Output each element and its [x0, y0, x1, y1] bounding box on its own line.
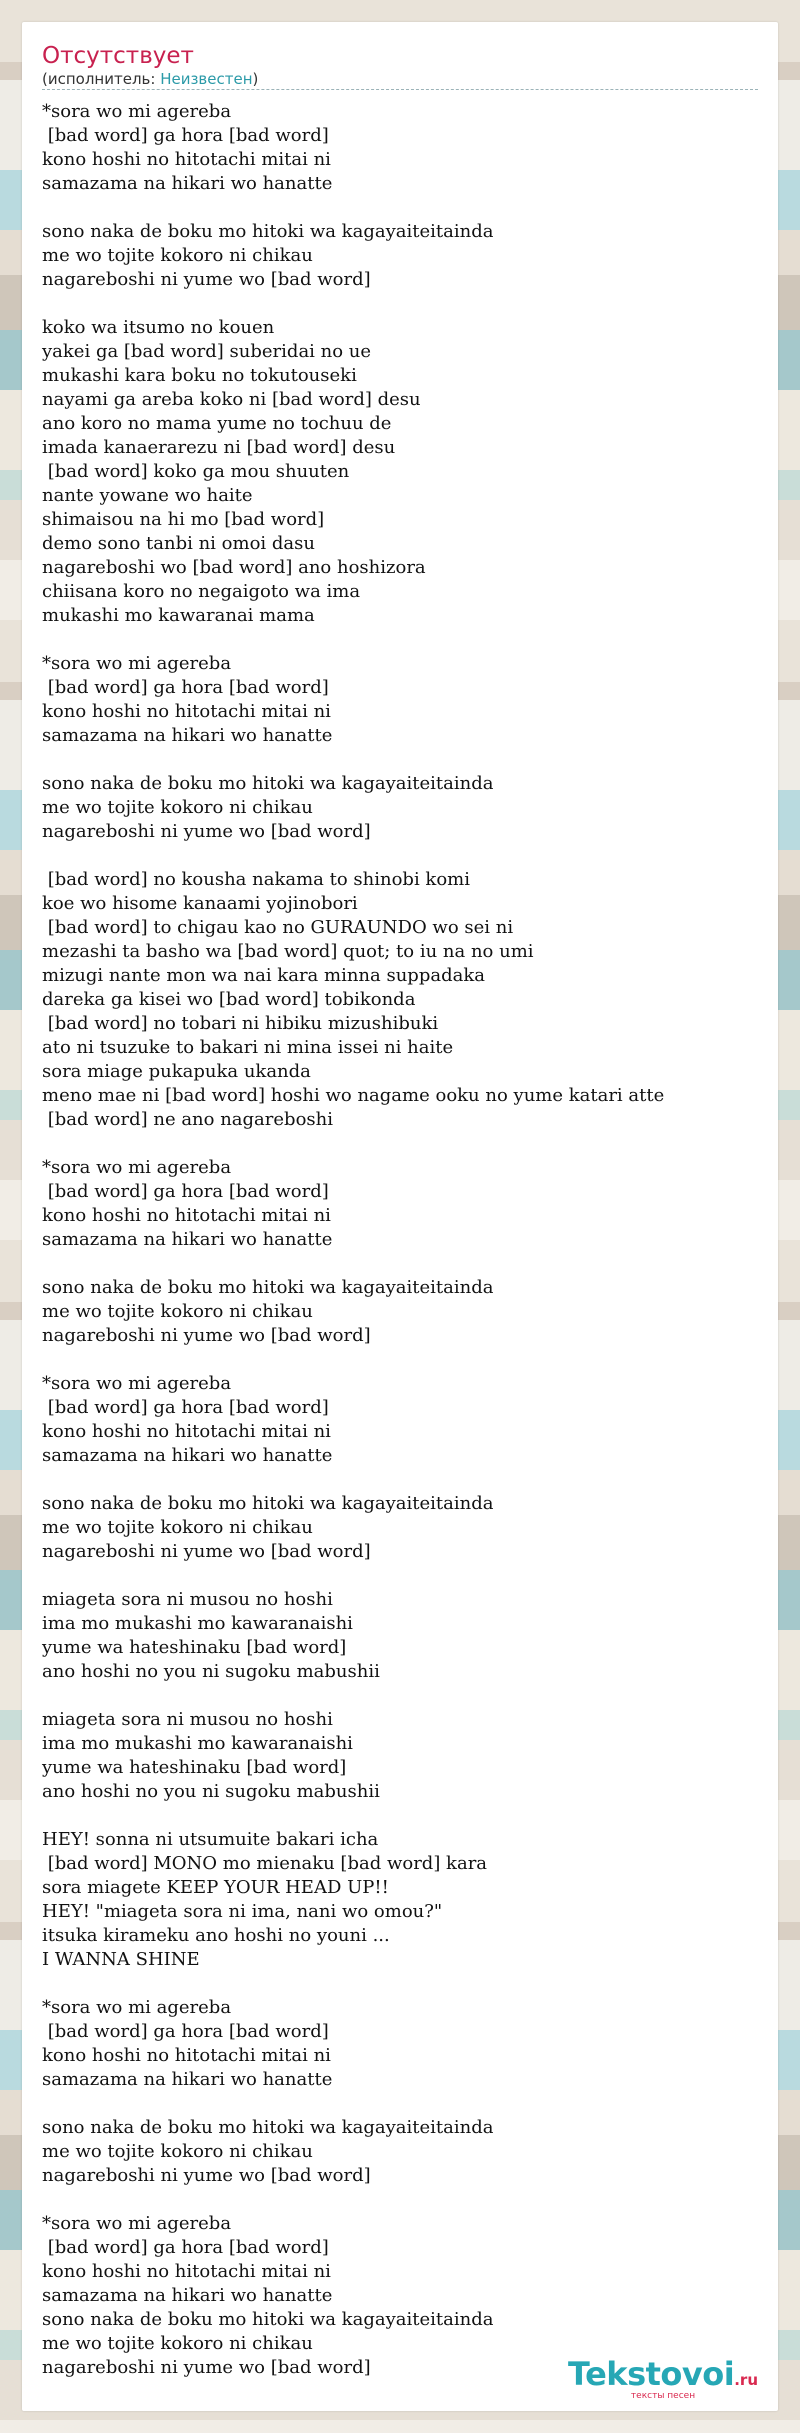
- divider: [42, 89, 758, 90]
- logo-tld: .ru: [734, 2371, 758, 2389]
- lyrics-card: [22, 22, 778, 2411]
- lyrics-text: *sora wo mi agereba [bad word] ga hora [bad word] kono hoshi no hitotachi mitai ni samazama na hikari wo hanatte sono naka de boku mo hitoki wa kagayaiteitainda me wo tojite kokoro ni chikau nagareboshi ni yume wo [bad word] koko wa itsumo no kouen yakei ga [bad word] suberidai no ue mukashi kara boku no tokutouseki nayami ga areba koko ni [bad word] desu ano koro no mama yume no tochuu de imada kanaerarezu ni [bad word] desu [bad word] koko ga mou shuuten nante yowane wo haite shimaisou na hi mo [bad word] demo sono tanbi ni omoi dasu nagareboshi wo [bad word] ano hoshizora chiisana koro no negaigoto wa ima mukashi mo kawaranai mama *sora wo mi agereba [bad word] ga hora [bad word] kono hoshi no hitotachi mitai ni samazama na hikari wo hanatte sono naka de boku mo hitoki wa kagayaiteitainda me wo tojite kokoro ni chikau nagareboshi ni yume wo [bad word] [bad word] no kousha nakama to shinobi komi koe wo hisome kanaami yojinobori [bad word] to chigau kao no GURAUNDO wo sei ni mezashi ta basho wa [bad word] quot; to iu na no umi mizugi nante mon wa nai kara minna suppadaka dareka ga kisei wo [bad word] tobikonda [bad word] no tobari ni hibiku mizushibuki ato ni tsuzuke to bakari ni mina issei ni haite sora miage pukapuka ukanda meno mae ni [bad word] hoshi wo nagame ooku no yume katari atte [bad word] ne ano nagareboshi *sora wo mi agereba [bad word] ga hora [bad word] kono hoshi no hitotachi mitai ni samazama na hikari wo hanatte sono naka de boku mo hitoki wa kagayaiteitainda me wo tojite kokoro ni chikau nagareboshi ni yume wo [bad word] *sora wo mi agereba [bad word] ga hora [bad word] kono hoshi no hitotachi mitai ni samazama na hikari wo hanatte sono naka de boku mo hitoki wa kagayaiteitainda me wo tojite kokoro ni chikau nagareboshi ni yume wo [bad word] miageta sora ni musou no hoshi ima mo mukashi mo kawaranaishi yume wa hateshinaku [bad word] ano hoshi no you ni sugoku mabushii miageta sora ni musou no hoshi ima mo mukashi mo kawaranaishi yume wa hateshinaku [bad word] ano hoshi no you ni sugoku mabushii HEY! sonna ni utsumuite bakari icha [bad word] MONO mo mienaku [bad word] kara sora miagete KEEP YOUR HEAD UP!! HEY! "miageta sora ni ima, nani wo omou?" itsuka kirameku ano hoshi no youni ... I WANNA SHINE *sora wo mi agereba [bad word] ga hora [bad word] kono hoshi no hitotachi mitai ni samazama na hikari wo hanatte sono naka de boku mo hitoki wa kagayaiteitainda me wo tojite kokoro ni chikau nagareboshi ni yume wo [bad word] *sora wo mi agereba [bad word] ga hora [bad word] kono hoshi no hitotachi mitai ni samazama na hikari wo hanatte sono naka de boku mo hitoki wa kagayaiteitainda me wo tojite kokoro ni chikau nagareboshi ni yume wo [bad word]: [42, 101, 665, 2378]
- logo-tagline: тексты песен: [630, 2391, 696, 2401]
- artist-suffix: ): [252, 70, 259, 88]
- site-logo[interactable]: [568, 2355, 758, 2401]
- song-title: Отсутствует: [42, 43, 194, 69]
- artist-prefix: (исполнитель:: [42, 70, 161, 88]
- logo-main-text: Tekstovoi: [568, 2355, 735, 2393]
- artist-line: [42, 69, 258, 89]
- artist-link[interactable]: Неизвестен: [160, 70, 253, 88]
